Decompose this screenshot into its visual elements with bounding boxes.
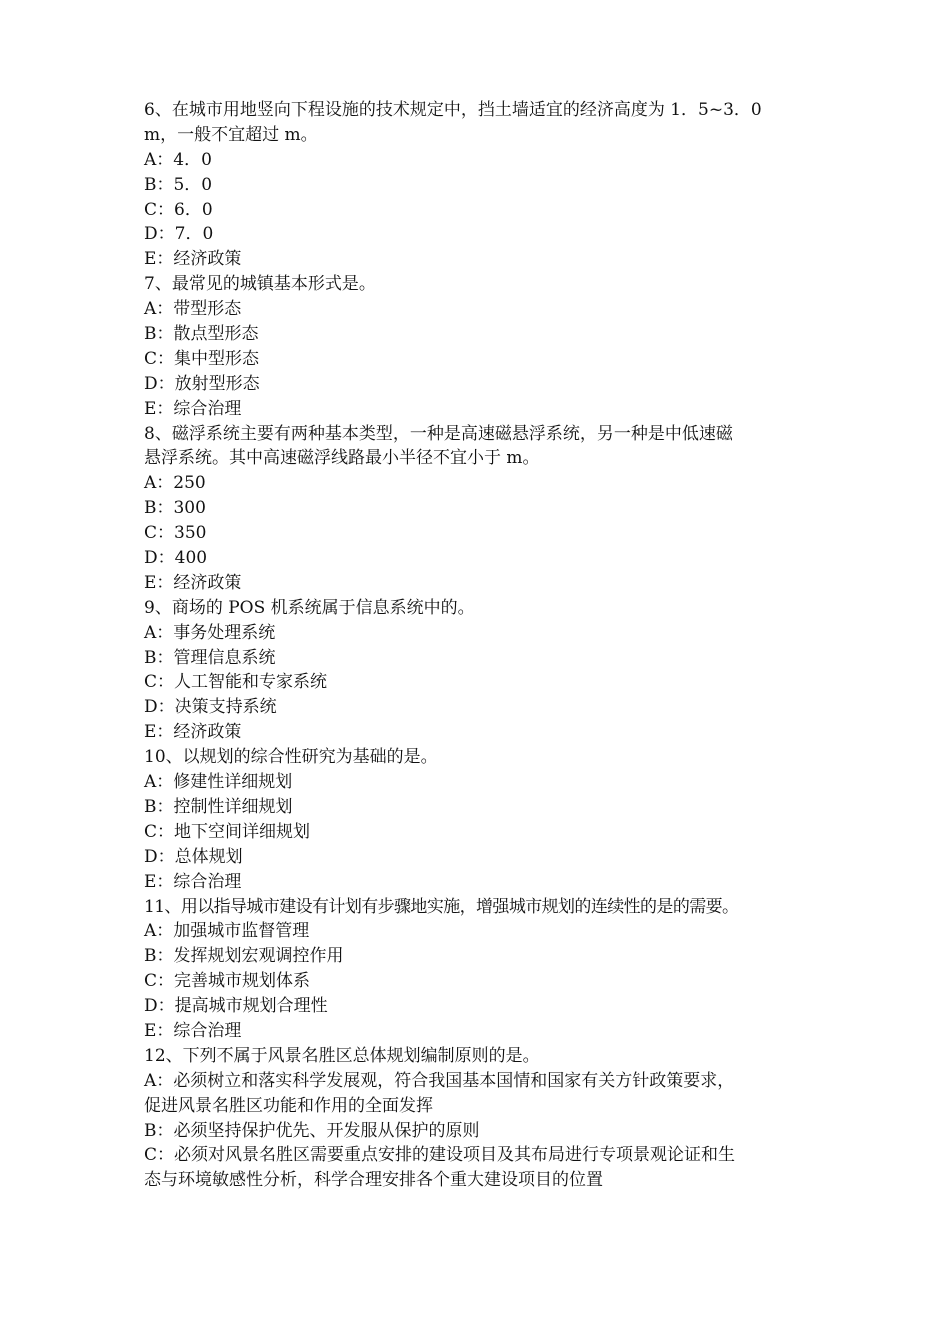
option-a: A：4．0 [144, 149, 212, 170]
option-a: A：加强城市监督管理 [144, 921, 310, 942]
option-e: E：经济政策 [144, 722, 242, 743]
option-b: B：5．0 [144, 174, 213, 195]
option-b: B：发挥规划宏观调控作用 [144, 946, 344, 967]
option-b: B：管理信息系统 [144, 647, 276, 668]
question-7 [144, 272, 812, 421]
question-9 [144, 596, 812, 745]
question-stem-line: 12、下列不属于风景名胜区总体规划编制原则的是。 [144, 1045, 540, 1066]
option-a: A：250 [144, 473, 206, 494]
option-e: E：综合治理 [144, 871, 242, 892]
question-stem-line: 8、磁浮系统主要有两种基本类型，一种是高速磁悬浮系统，另一种是中低速磁 [144, 423, 733, 444]
option-d: D：总体规划 [144, 846, 243, 867]
option-a: A：事务处理系统 [144, 622, 276, 643]
question-stem-line: 6、在城市用地竖向下程设施的技术规定中，挡土墙适宜的经济高度为 1．5~3．0 [144, 100, 762, 120]
question-stem-line: 悬浮系统。其中高速磁浮线路最小半径不宜小于 m。 [144, 448, 540, 469]
option-c-continued: 态与环境敏感性分析，科学合理安排各个重大建设项目的位置 [144, 1170, 603, 1191]
option-d: D：提高城市规划合理性 [144, 996, 328, 1017]
option-e: E：经济政策 [144, 572, 242, 593]
question-list [144, 98, 812, 1193]
option-e: E：综合治理 [144, 398, 242, 419]
option-c: C：6．0 [144, 199, 213, 220]
option-a: A：带型形态 [144, 299, 242, 320]
option-e: E：综合治理 [144, 1020, 242, 1041]
option-a: A：修建性详细规划 [144, 772, 293, 793]
option-d: D：7．0 [144, 224, 214, 245]
option-c: C：完善城市规划体系 [144, 971, 311, 992]
option-c: C：集中型形态 [144, 348, 260, 369]
option-c: C：必须对风景名胜区需要重点安排的建设项目及其布局进行专项景观论证和生 [144, 1145, 736, 1166]
option-b: B：300 [144, 498, 206, 519]
question-8 [144, 422, 812, 596]
option-b: B：控制性详细规划 [144, 796, 293, 817]
question-stem-line: m，一般不宜超过 m。 [144, 124, 318, 145]
option-d: D：决策支持系统 [144, 697, 277, 718]
option-d: D：400 [144, 548, 208, 569]
question-stem-line: 9、商场的 POS 机系统属于信息系统中的。 [144, 597, 475, 618]
question-6 [144, 98, 812, 272]
question-stem-line: 7、最常见的城镇基本形式是。 [144, 274, 376, 295]
option-b: B：散点型形态 [144, 324, 259, 345]
option-b: B：必须坚持保护优先、开发服从保护的原则 [144, 1120, 480, 1141]
option-d: D：放射型形态 [144, 373, 260, 394]
option-c: C：地下空间详细规划 [144, 821, 311, 842]
question-11 [144, 895, 812, 1044]
option-c: C：人工智能和专家系统 [144, 672, 328, 693]
question-stem-line: 10、以规划的综合性研究为基础的是。 [144, 747, 438, 768]
option-e: E：经济政策 [144, 249, 242, 270]
question-stem-line: 11、用以指导城市建设有计划有步骤地实施，增强城市规划的连续性的是的需要。 [144, 896, 739, 917]
question-12 [144, 1044, 812, 1193]
option-a: A：必须树立和落实科学发展观，符合我国基本国情和国家有关方针政策要求， [144, 1070, 735, 1091]
question-10 [144, 745, 812, 894]
option-a-continued: 促进风景名胜区功能和作用的全面发挥 [144, 1095, 433, 1116]
option-c: C：350 [144, 523, 207, 544]
